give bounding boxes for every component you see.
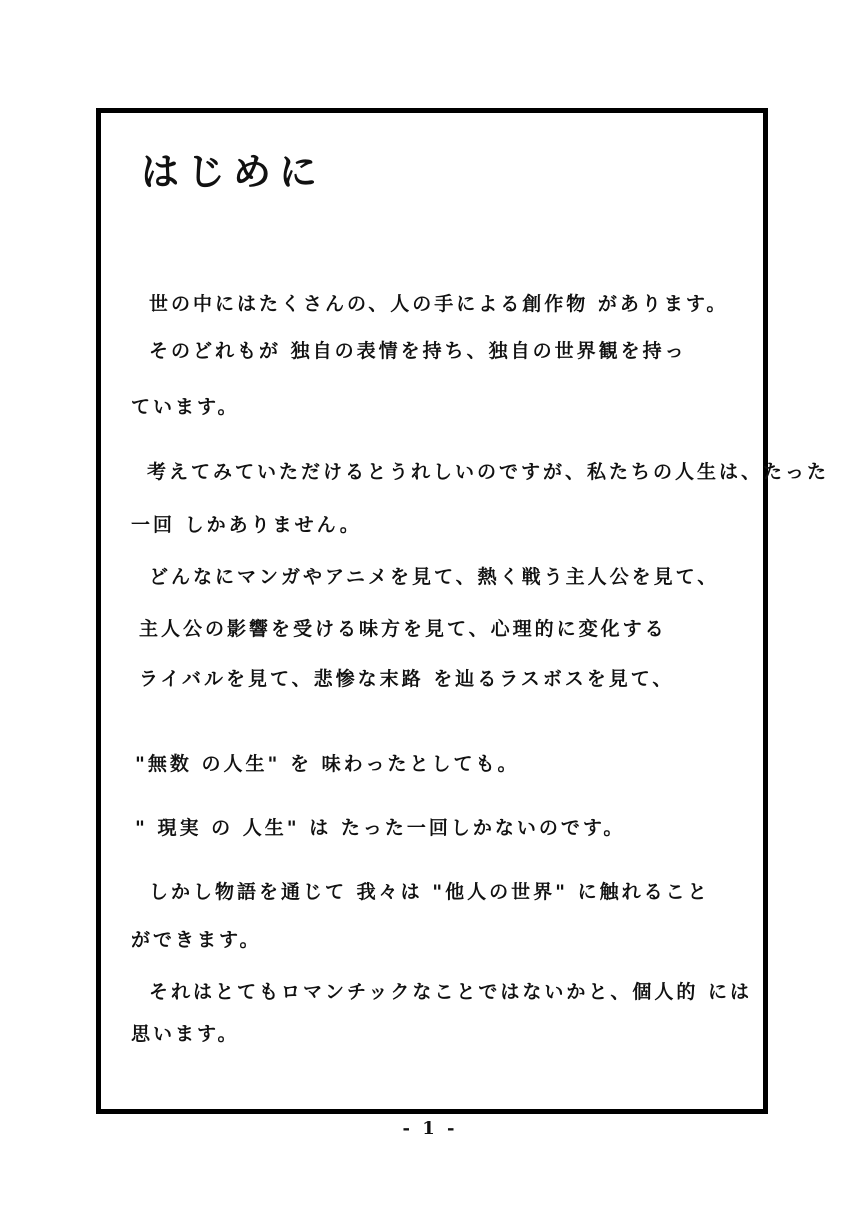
body-line: 考えてみていただけるとうれしいのですが、私たちの人生は、たった: [147, 461, 830, 483]
body-line: しかし物語を通じて 我々は "他人の世界" に触れること: [149, 881, 710, 903]
body-line: ライバルを見て、悲惨な末路 を辿るラスボスを見て、: [139, 668, 675, 690]
page-frame: [96, 108, 830, 1114]
body-line: ています。: [131, 396, 240, 418]
page-number: - 1 -: [402, 1118, 458, 1139]
body-line: ができます。: [131, 929, 262, 951]
page-title: はじめに: [141, 150, 326, 194]
body-line: 主人公の影響を受ける味方を見て、心理的に変化する: [139, 618, 667, 640]
body-line: 一回 しかありません。: [131, 514, 362, 536]
body-line: それはとてもロマンチックなことではないかと、個人的 には: [149, 981, 753, 1003]
body-line: 世の中にはたくさんの、人の手による創作物 があります。: [149, 293, 729, 315]
body-line: " 現実 の 人生" は たった一回しかないのです。: [135, 817, 626, 839]
body-line: どんなにマンガやアニメを見て、熱く戦う主人公を見て、: [149, 566, 720, 588]
body-line: "無数 の人生" を 味わったとしても。: [135, 753, 520, 775]
body-line: 思います。: [131, 1023, 240, 1045]
body-line: そのどれもが 独自の表情を持ち、独自の世界観を持っ: [149, 340, 687, 362]
